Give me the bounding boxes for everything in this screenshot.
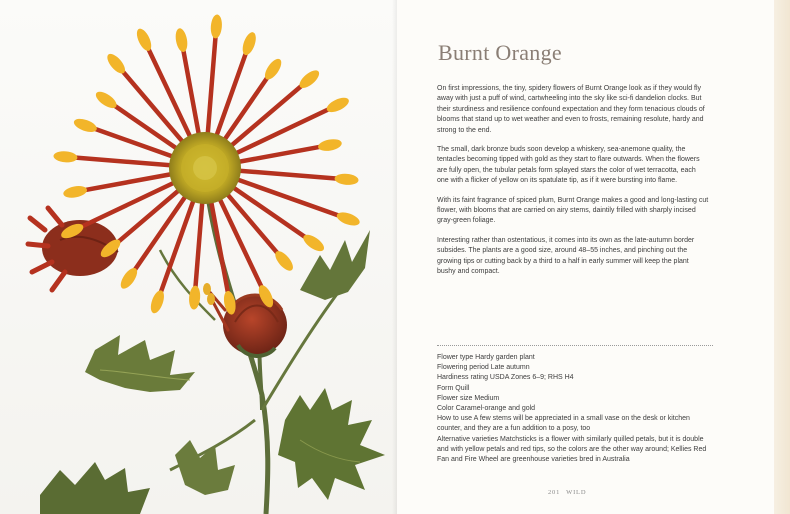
petal-tip — [134, 27, 154, 53]
spec-label: Alternative varieties — [437, 435, 499, 443]
page-number: 201 — [548, 489, 561, 496]
paragraph: With its faint fragrance of spiced plum, Burnt Orange makes a good and long-lasting cut flower, with blooms that are carried on airy stems, daintily frilled with sharply incised gray-green foliage. — [437, 196, 709, 225]
spec-row — [437, 404, 713, 414]
spec-label: Hardiness rating — [437, 374, 488, 382]
spec-list — [437, 353, 713, 465]
spec-row — [437, 384, 713, 394]
spec-label: Flower type — [437, 354, 474, 361]
body-text — [437, 84, 709, 287]
petal-tip — [53, 150, 78, 163]
spec-value: Matchsticks is a flower with similarly quilled petals, but it is double and with yellow petals and red tips, so the colors are the other way around; Kellies Red Fan and Fire Wheel are greenhouse varieties bred in Australia — [437, 435, 707, 464]
paragraph: Interesting rather than ostentatious, it comes into its own as the late-autumn border subsides. The plants are a good size, around 48–55 inches, and pinching out the growing tips or cutting back by a third to a half in early summer will keep the plant bushy and compact. — [437, 236, 695, 276]
spec-row — [437, 353, 713, 363]
spec-label: Color — [437, 405, 454, 413]
spec-row — [437, 373, 713, 383]
petal-tip — [188, 285, 201, 310]
spec-value: Hardy garden plant — [475, 354, 535, 361]
spec-value: Late autumn — [490, 364, 530, 372]
paragraph: The small, dark bronze buds soon develop a whiskery, sea-anemone quality, the tentacles becoming tipped with gold as they start to flare outwards. When the flowers are fully open, the tubular petals form splayed stars the color of wet terracotta, each one with a flicker of yellow on its spatulate tip, as if it were bursting into flame. — [437, 146, 700, 185]
petal-tip — [325, 95, 351, 115]
spec-row — [437, 363, 713, 373]
spec-value: Medium — [474, 394, 500, 402]
petal-tip — [174, 27, 189, 53]
petal-tip — [240, 30, 258, 56]
section-name: WILD — [566, 489, 587, 496]
spec-row — [437, 414, 713, 434]
petal-tip — [334, 173, 359, 186]
spec-value: Caramel-orange and gold — [455, 405, 536, 413]
petal-tip — [148, 289, 166, 315]
paragraph: On first impressions, the tiny, spidery flowers of Burnt Orange look as if they would fly away with just a puff of wind, cartwheeling into the sky like sci-fi dandelion clocks. But their sturdiness and resilience confound expectation and they form tenacious clouds of blooms that stand up to wet weather and even to frosts, remaining resolute, hardy and strong to the end. — [437, 85, 705, 134]
page-title: Burnt Orange — [438, 40, 562, 65]
spec-label: Flowering period — [437, 364, 489, 372]
spec-value: USDA Zones 6–9; RHS H4 — [489, 374, 574, 382]
spec-value: A few stems will be appreciated in a small vase on the desk or kitchen counter, and they are a fun addition to a posy, too — [437, 415, 690, 433]
spec-row — [437, 394, 713, 404]
spec-label: Flower size — [437, 394, 473, 402]
petal-tip — [317, 137, 343, 152]
page-folio — [548, 489, 592, 496]
lower-bud — [203, 283, 287, 356]
petal-tip — [335, 210, 361, 228]
dotted-divider — [437, 345, 713, 346]
page-edge — [774, 0, 790, 514]
spec-label: How to use — [437, 415, 473, 423]
petal-tip — [62, 184, 88, 199]
petal-tip — [210, 14, 223, 39]
spec-row — [437, 435, 713, 466]
spec-value: Quill — [455, 384, 470, 392]
spec-label: Form — [437, 384, 454, 392]
petal-tip — [72, 116, 98, 134]
